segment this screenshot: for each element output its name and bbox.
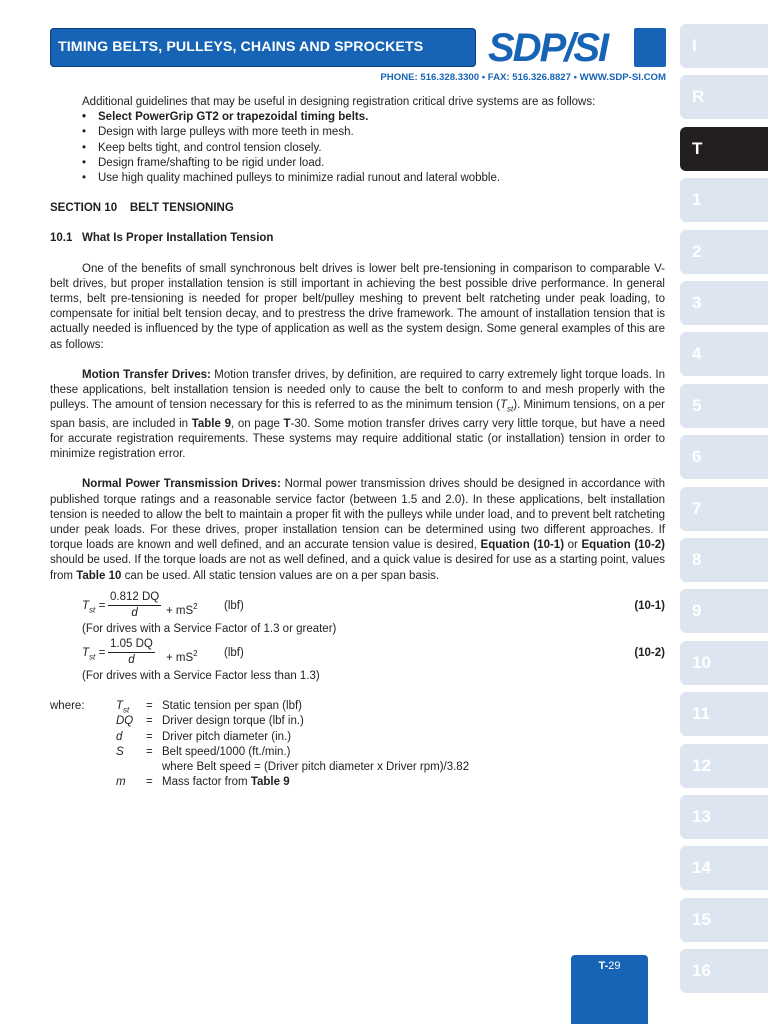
tab-10[interactable] xyxy=(680,641,768,685)
intro-text: Additional guidelines that may be useful in designing registration critical drive systems are as follows: xyxy=(82,96,596,108)
tab-t[interactable] xyxy=(680,127,768,171)
tab-label: 13 xyxy=(692,807,711,826)
tab-r[interactable] xyxy=(680,75,768,119)
sdpsi-logo xyxy=(484,26,666,70)
variable-definitions xyxy=(50,699,665,790)
normal-heading: Normal Power Transmission Drives: xyxy=(82,478,281,491)
tab-label: 5 xyxy=(692,395,702,415)
eq2-note: (For drives with a Service Factor less than 1.3) xyxy=(82,669,320,682)
equation-10-2: $T_{st}$ = $\frac{1.05 DQ}{d}$ + $mS^2$ (lbf) (10-2) xyxy=(82,637,665,667)
tab-3[interactable] xyxy=(680,281,768,325)
tab-label: 4 xyxy=(692,344,702,364)
tab-12[interactable] xyxy=(680,744,768,788)
para-power-transmission: Normal Power Transmission Drives: Normal power transmission drives should be designed in accordance with published torque ratings and a reasonable service factor (between 1.5 and 2.0). In these applications, belt installation tension is needed to allow the belt to maintain a proper fit with the pulleys while under load, and to prevent belt ratcheting under peak loads. For these drives, proper installation tension can be determined using two different approaches. If torque loads are known and well defined, and an accurate tension value is desired, Equation (10-1) or Equation (10-2) should be used. If the torque loads are not as well defined, and a quick value is desired for use as a starting point, values from Table 10 can be used. All static tension values are on a per span basis. xyxy=(50,478,666,582)
page-number: T-29 xyxy=(598,960,621,972)
equation-number: (10-2) xyxy=(634,646,665,659)
header-title: TIMING BELTS, PULLEYS, CHAINS AND SPROCKETS xyxy=(58,39,424,55)
tab-4[interactable] xyxy=(680,332,768,376)
list-item: • Use high quality machined pulleys to minimize radial runout and lateral wobble. xyxy=(82,171,665,186)
fraction: $\frac{0.812 DQ}{d}$ xyxy=(110,590,160,619)
tab-15[interactable] xyxy=(680,898,768,942)
tab-label: 9 xyxy=(692,601,702,621)
tab-label: 7 xyxy=(692,498,702,518)
subsection-heading: 10.1 What Is Proper Installation Tension xyxy=(50,232,274,245)
where-row: where: $T_{st}$ = Static tension per span (lbf) xyxy=(50,700,302,715)
tab-label: 3 xyxy=(692,293,702,312)
page-content xyxy=(50,95,665,790)
tab-8[interactable] xyxy=(680,538,768,582)
tab-label: 14 xyxy=(692,858,711,878)
page-number-box xyxy=(571,955,648,1024)
table-9-link[interactable]: Table 9 xyxy=(250,776,290,789)
tab-label: R xyxy=(692,87,705,107)
tab-label: 1 xyxy=(692,190,702,210)
where-row: d = Driver pitch diameter (in.) xyxy=(116,730,292,743)
logo-block xyxy=(634,28,666,67)
tab-label: 15 xyxy=(692,909,711,929)
tab-2[interactable] xyxy=(680,230,768,274)
tab-7[interactable] xyxy=(680,487,768,531)
where-row: DQ = Driver design torque (lbf in.) xyxy=(116,715,304,728)
list-item: • Select PowerGrip GT2 or trapezoidal timing belts. xyxy=(82,110,665,125)
list-item: • Design with large pulleys with more teeth in mesh. xyxy=(82,125,665,140)
tab-label: 6 xyxy=(692,447,702,467)
list-item: • Design frame/shafting to be rigid under load. xyxy=(82,156,665,171)
tab-5[interactable] xyxy=(680,384,768,428)
contact-line: PHONE: 516.328.3300 • FAX: 516.326.8827 • WWW.SDP-SI.COM xyxy=(380,72,666,83)
tab-13[interactable] xyxy=(680,795,768,839)
header-bar xyxy=(50,28,476,67)
motion-heading: Motion Transfer Drives: xyxy=(82,368,211,381)
table-9-link[interactable]: Table 9 xyxy=(191,417,231,430)
section-heading: SECTION 10 BELT TENSIONING xyxy=(50,202,234,215)
tab-label: I xyxy=(692,36,697,55)
fraction: $\frac{1.05 DQ}{d}$ xyxy=(110,637,153,667)
equation-number: (10-1) xyxy=(634,599,665,612)
tab-6[interactable] xyxy=(680,435,768,479)
tab-label: 11 xyxy=(692,704,710,724)
para-motion-transfer: Motion Transfer Drives: Motion transfer drives, by definition, are required to carry extremely light torque loads. In these applications, belt installation tension is needed only to cause the belt to conform to and mesh properly with the pulleys. The amount of tension necessary for this is referred to as the minimum tension $(T_{st})$. Minimum tensions, on a per span basis, are included in Table 9, on page T-30. Some motion transfer drives carry very little torque, but have a need for accurate registration requirements. These systems may require additional static (or installation) tension in order to minimize registration error. xyxy=(50,368,665,461)
tab-label: 12 xyxy=(692,755,711,775)
tab-11[interactable] xyxy=(680,692,768,736)
equation-10-1: $T_{st}$ = $\frac{0.812 DQ}{d}$ + $mS^2$ (lbf) (10-1) xyxy=(82,590,665,620)
tab-label: 10 xyxy=(692,652,711,672)
tab-label: T xyxy=(692,138,703,158)
para-intro: One of the benefits of small synchronous belt drives is lower belt pre-tensioning in comparison to comparable V-belt drives, but proper installation tension is still important in achieving the best possible drive performance. In general terms, belt pre-tensioning is needed for proper belt/pulley meshing to prevent belt ratcheting under peak loading, to compensate for initial belt tension decay, and to prestress the drive framework. The amount of installation tension that is actually needed is influenced by the type of application as well as the system design. Some general examples of this are as follows: xyxy=(50,262,665,351)
eq1-note: (For drives with a Service Factor of 1.3 or greater) xyxy=(82,622,337,635)
table-10-link[interactable]: Table 10 xyxy=(76,569,122,582)
tab-label: 2 xyxy=(692,241,702,261)
tab-9[interactable] xyxy=(680,589,768,633)
logo-text: SDP/SI xyxy=(488,26,608,70)
tab-16[interactable] xyxy=(680,949,768,993)
tab-label: 16 xyxy=(692,961,711,981)
eq-10-2-link[interactable]: Equation (10-2) xyxy=(581,539,666,552)
tab-i[interactable] xyxy=(680,24,768,68)
guideline-list xyxy=(82,110,665,186)
eq-10-1-link[interactable]: Equation (10-1) xyxy=(480,539,565,552)
list-item: • Keep belts tight, and control tension closely. xyxy=(82,141,665,156)
where-row: where Belt speed = (Driver pitch diameter x Driver rpm)/3.82 xyxy=(162,760,470,773)
tab-label: 8 xyxy=(692,550,702,569)
where-row: S = Belt speed/1000 (ft./min.) xyxy=(116,745,291,758)
tab-1[interactable] xyxy=(680,178,768,222)
where-row: m = Mass factor from Table 9 xyxy=(116,776,290,789)
tab-14[interactable] xyxy=(680,846,768,890)
